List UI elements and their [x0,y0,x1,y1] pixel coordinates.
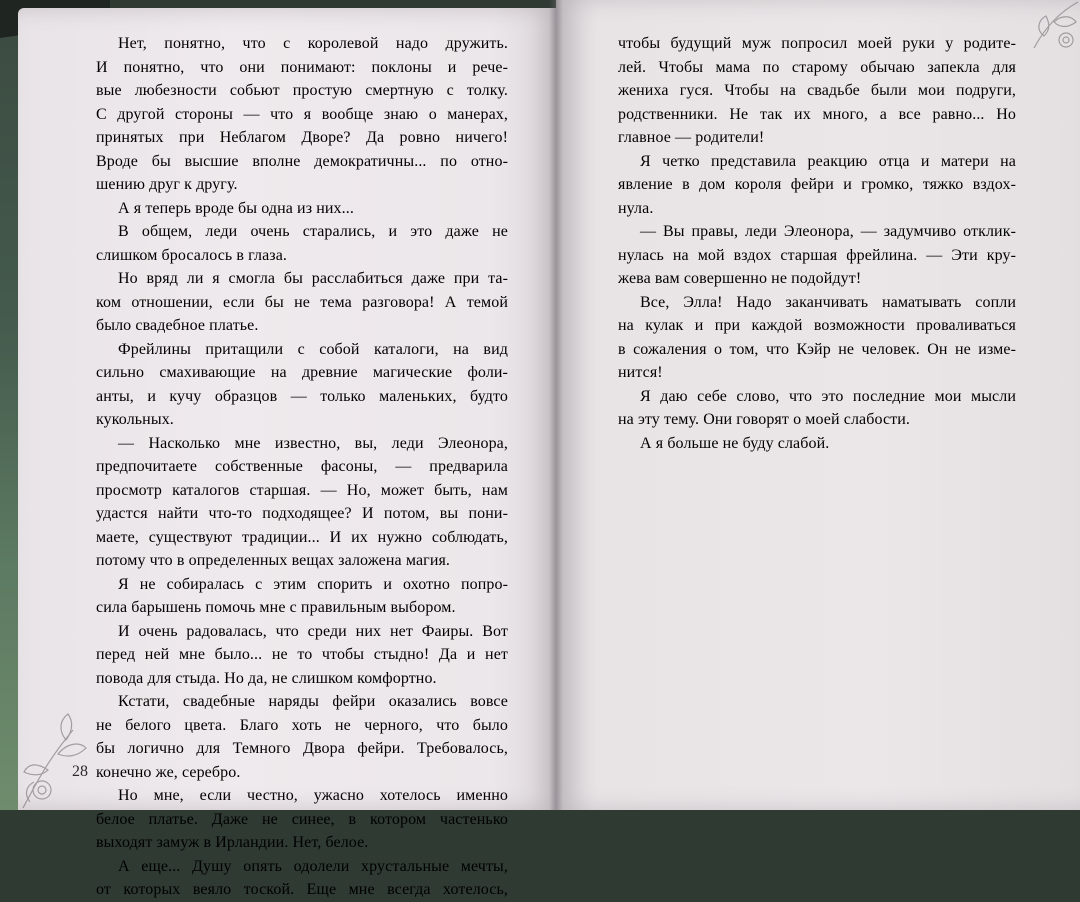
text-line: жениха гуся. Чтобы на свадьбе были мои подруги, [618,82,1016,99]
text-line: — Насколько мне известно, вы, леди Элеонора, [118,434,508,452]
text-line: Вроде бы высшие вполне демократичны... по отно- [96,152,508,170]
right-page-text [618,32,1016,455]
text-line: явление в дом короля фейри и громко, тяжко вздох- [618,176,1016,193]
text-line: главное — родители! [618,129,765,146]
text-line: ком отношении, если бы не тема разговора! А темой [96,293,508,311]
text-line: Все, Элла! Надо заканчивать наматывать сопли [640,293,1016,311]
text-line: от которых веяло тоской. Еще мне всегда хотелось, [96,881,508,898]
text-line: на эту тему. Они говорят о моей слабости. [618,411,911,428]
text-line: Но вряд ли я смогла бы расслабиться даже при та- [118,270,508,287]
text-line: жева вам совершенно не подойдут! [618,270,862,287]
text-line: лей. Чтобы мама по старому обычаю запекла для [618,58,1016,76]
text-line: повода для стыда. Но да, не слишком комфортно. [96,669,437,687]
text-line: А еще... Душу опять одолели хрустальные мечты, [118,857,508,875]
text-line: родственники. Не так их много, а все равно... Но [618,105,1016,123]
left-page-text [96,32,508,902]
text-line: Я даю себе слово, что это последние мои мысли [640,387,1016,405]
text-line: маете, существуют традиции... И их нужно соблюдать, [96,528,508,546]
text-line: удастся найти что-то подходящее? И потом, вы пони- [96,505,508,522]
text-line: нится! [618,364,663,381]
text-line: Я четко представила реакцию отца и матери на [640,152,1016,170]
text-line: анты, и кучу образцов — только маленьких, будто [96,387,508,405]
text-line: выходят замуж в Ирландии. Нет, белое. [96,834,369,851]
text-line: чтобы будущий муж попросил моей руки у родите- [618,35,1016,52]
text-line: В общем, леди очень старались, и это даже не [118,223,508,240]
text-line: шению друг к другу. [96,176,238,193]
text-line: потому что в определенных вещах заложена магия. [96,552,451,569]
page-number: 28 [72,763,88,780]
text-line: Кстати, свадебные наряды фейри оказались вовсе [118,693,508,710]
text-line: Нет, понятно, что с королевой надо дружить. [118,35,508,52]
text-line: Я не собиралась с этим спорить и охотно попро- [118,575,508,593]
text-line: сильно смахивающие на древние магические фоли- [96,364,508,381]
text-line: просмотр каталогов старшая. — Но, может быть, нам [96,481,508,499]
text-line: сила барышень помочь мне с правильным выбором. [96,599,456,616]
text-line: белое платье. Даже не синее, в котором частенько [96,810,508,828]
text-line: нула. [618,199,654,217]
text-line: кукольных. [96,411,174,428]
text-line: было свадебное платье. [96,317,259,334]
text-line: принятых при Неблагом Дворе? Да ровно ничего! [96,129,508,146]
text-line: на кулак и при каждой возможности проваливаться [618,317,1016,334]
text-line: Фрейлины притащили с собой каталоги, на вид [118,340,508,358]
text-line: бы логично для Темного Двора фейри. Требовалось, [96,740,508,757]
text-line: И понятно, что они понимают: поклоны и рече- [96,58,508,76]
text-line: не белого цвета. Благо хоть не черного, что было [96,716,508,734]
text-line: вые любезности собьют простую смертную с толку. [96,82,508,99]
text-line: предпочитаете собственные фасоны, — предварила [96,458,508,475]
text-line: А я больше не буду слабой. [640,434,830,452]
text-line: перед ней мне было... не то чтобы стыдно! Да и нет [96,646,508,663]
text-line: Но мне, если честно, ужасно хотелось именно [118,787,508,804]
text-line: А я теперь вроде бы одна из них... [118,199,354,217]
text-line: нулась на мой вздох старшая фрейлина. — Эти кру- [618,246,1016,264]
text-line: слишком бросалось в глаза. [96,246,288,264]
text-line: — Вы правы, леди Элеонора, — задумчиво отклик- [640,223,1016,240]
text-line: в сожаления о том, что Кэйр не человек. Он не изме- [618,340,1016,358]
text-line: С другой стороны — что я вообще знаю о манерах, [96,105,508,123]
text-line: И очень радовалась, что среди них нет Фаиры. Вот [118,622,508,640]
text-line: конечно же, серебро. [96,763,241,781]
book-spine-gutter [549,0,563,810]
